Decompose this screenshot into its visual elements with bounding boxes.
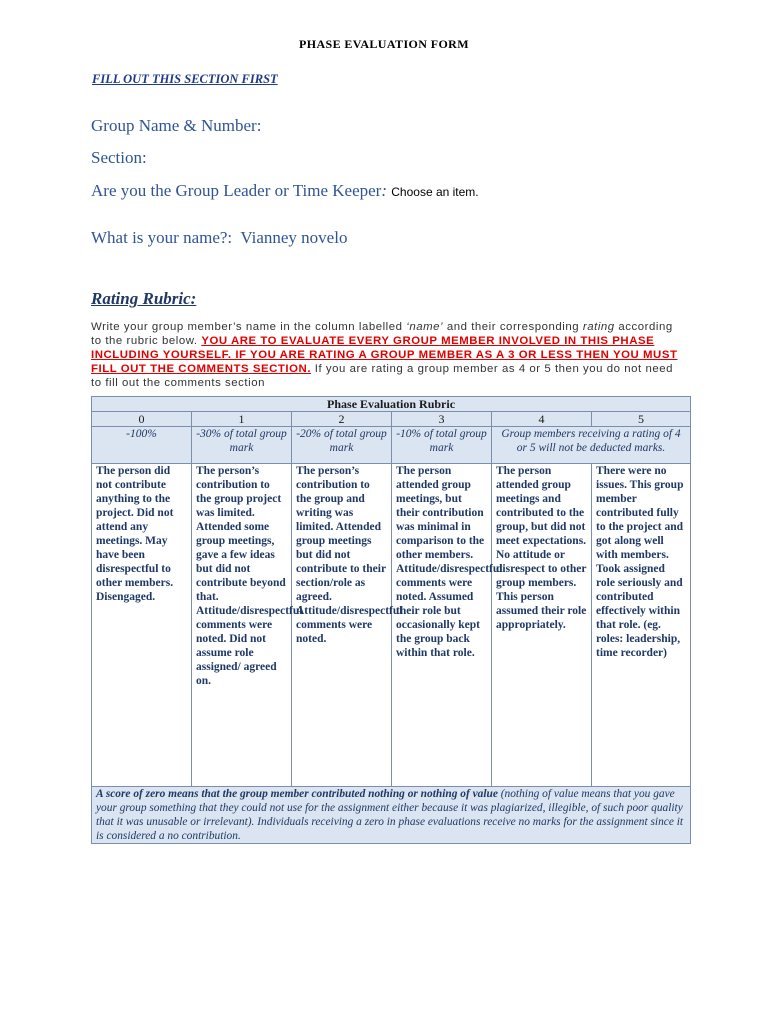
zero-note-lead: A score of zero means that the group member contributed nothing or nothing of value bbox=[96, 788, 498, 800]
zero-note-rest: (nothing of value means that you gave your group something that they could not use for the assignment either because it was plagiarized, illegible, of such poor quality that it was unusable or irrelevant). Individuals receiving a zero in phase evaluations receive no marks for the assignment since it is considered a no contribution. bbox=[96, 788, 684, 842]
section-label: Section: bbox=[91, 148, 147, 167]
score-1: 1 bbox=[192, 412, 292, 427]
rubric-title: Rating Rubric: bbox=[91, 289, 197, 308]
pct-1: -30% of total group mark bbox=[192, 427, 292, 464]
instr-text-3: according to the rubric below. bbox=[91, 321, 673, 347]
pct-2: -20% of total group mark bbox=[292, 427, 392, 464]
page-title: PHASE EVALUATION FORM bbox=[299, 37, 469, 51]
role-colon: : bbox=[381, 181, 387, 200]
desc-3: The person attended group meetings, but their contribution was minimal in comparison to the other members. Attitude/disrespectful comments were noted. Assumed their role but occasionally kept the group back within that role. bbox=[392, 464, 492, 787]
instr-text-2: and their corresponding bbox=[443, 321, 583, 333]
section-header: FILL OUT THIS SECTION FIRST bbox=[92, 72, 278, 86]
role-dropdown[interactable]: Choose an item. bbox=[391, 185, 479, 199]
score-4: 4 bbox=[492, 412, 592, 427]
role-label: Are you the Group Leader or Time Keeper bbox=[91, 181, 382, 200]
pct-0: -100% bbox=[92, 427, 192, 464]
score-5: 5 bbox=[592, 412, 691, 427]
role-field bbox=[91, 181, 479, 201]
name-value[interactable]: Vianney novelo bbox=[240, 228, 348, 247]
instr-warning: YOU ARE TO EVALUATE EVERY GROUP MEMBER INVOLVED IN THIS PHASE INCLUDING YOURSELF. IF YOU ARE RATING A GROUP MEMBER AS A 3 OR LESS THEN YOU MUST FILL OUT THE COMMENTS SECTION. bbox=[91, 335, 678, 375]
desc-0: The person did not contribute anything to the project. Did not attend any meetings. May have been disrespectful to other members. Disengaged. bbox=[92, 464, 192, 787]
rubric-instructions bbox=[91, 320, 681, 390]
score-0: 0 bbox=[92, 412, 192, 427]
desc-1: The person’s contribution to the group project was limited. Attended some group meetings, gave a few ideas but did not contribute beyond that. Attitude/disrespectful comments were noted. Did not assume role assigned/ agreed on. bbox=[192, 464, 292, 787]
rubric-table bbox=[91, 396, 691, 844]
section-field[interactable] bbox=[91, 148, 147, 168]
name-label: What is your name?: bbox=[91, 228, 233, 247]
desc-5: There were no issues. This group member contributed fully to the project and got along well with members. Took assigned role seriously and contributed effectively within that role. (eg. roles: leadership, time recorder) bbox=[592, 464, 691, 787]
score-3: 3 bbox=[392, 412, 492, 427]
score-2: 2 bbox=[292, 412, 392, 427]
instr-text-name: ‘name’ bbox=[406, 321, 444, 333]
name-field bbox=[91, 228, 347, 248]
desc-2: The person’s contribution to the group and writing was limited. Attended group meetings but did not contribute to their section/role as agreed. Attitude/disrespectful comments were noted. bbox=[292, 464, 392, 787]
pct-3: -10% of total group mark bbox=[392, 427, 492, 464]
instr-text-rating: rating bbox=[582, 321, 615, 333]
zero-score-note bbox=[92, 787, 691, 844]
group-name-label: Group Name & Number: bbox=[91, 116, 262, 135]
instr-text-4: If you are rating a group member as 4 or 5 then you do not need to fill out the comments section bbox=[91, 363, 673, 389]
desc-4: The person attended group meetings and contributed to the group, but did not meet expectations. No attitude or disrespect to other group members. This person assumed their role appropriately. bbox=[492, 464, 592, 787]
pct-4-5: Group members receiving a rating of 4 or 5 will not be deducted marks. bbox=[492, 427, 691, 464]
group-name-field[interactable] bbox=[91, 116, 261, 136]
instr-text-1: Write your group member’s name in the column labelled bbox=[91, 321, 407, 333]
rubric-table-title: Phase Evaluation Rubric bbox=[92, 397, 691, 412]
